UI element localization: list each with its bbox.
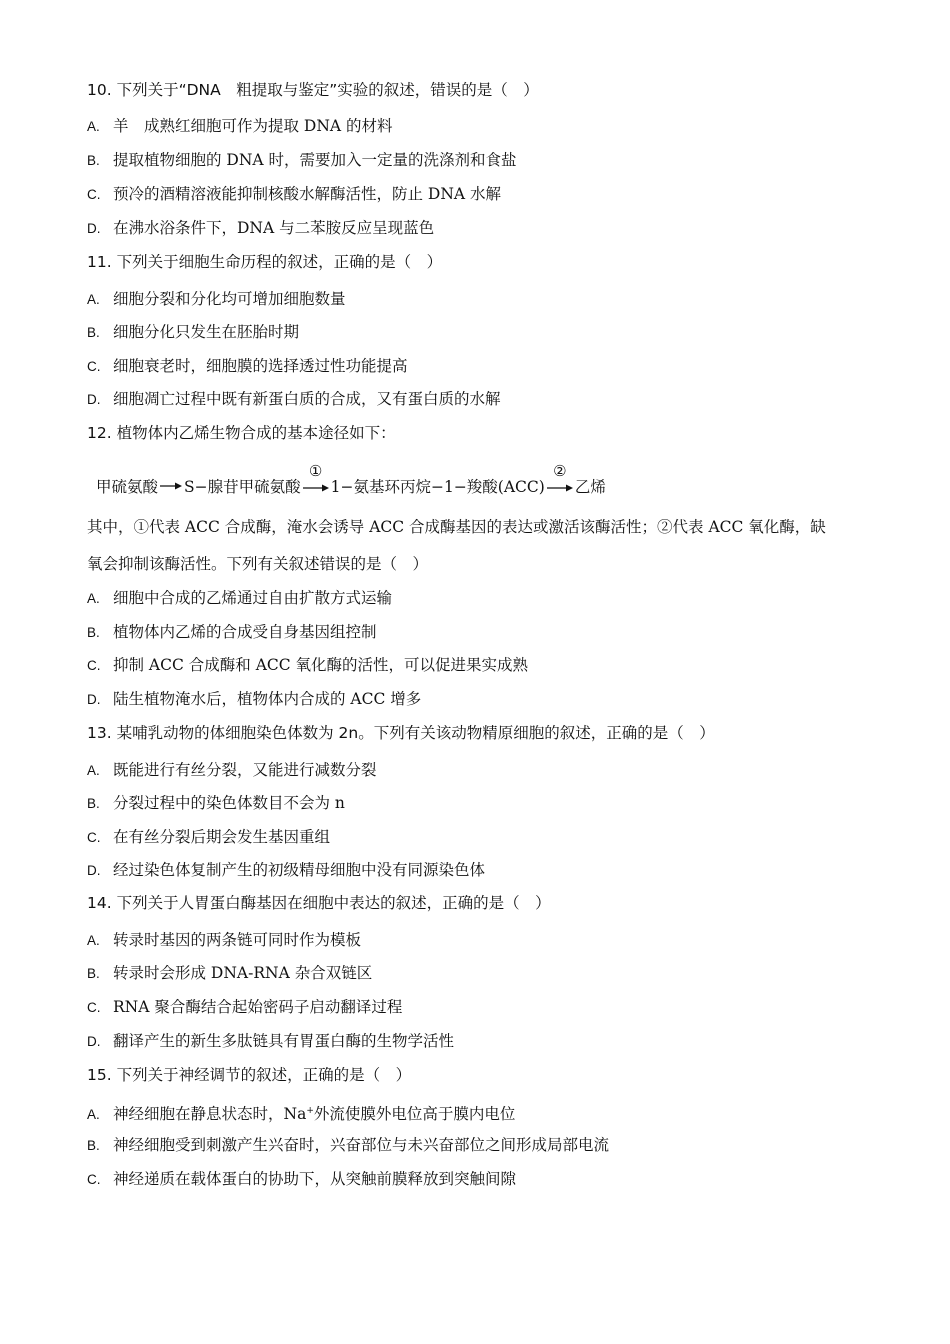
option-text: 抑制 ACC 合成酶和 ACC 氧化酶的活性，可以促进果实成熟 <box>113 656 529 674</box>
pathway-methionine: 甲硫氨酸 <box>96 478 159 496</box>
question-14-option-a <box>87 930 361 951</box>
arrow-enzyme-1 <box>301 462 331 496</box>
option-letter: A. <box>87 119 100 134</box>
question-12-option-b <box>87 622 377 643</box>
option-letter: B. <box>87 796 100 811</box>
option-text: 转录时会形成 DNA-RNA 杂合双链区 <box>113 964 373 982</box>
option-letter: D. <box>87 392 101 407</box>
option-text: 陆生植物淹水后，植物体内合成的 ACC 增多 <box>113 690 422 708</box>
question-11-option-b <box>87 322 299 343</box>
question-14-stem: 14. 下列关于人胃蛋白酶基因在细胞中表达的叙述，正确的是（ ） <box>87 894 551 912</box>
option-text: 既能进行有丝分裂，又能进行减数分裂 <box>113 761 377 779</box>
question-13-stem: 13. 某哺乳动物的体细胞染色体数为 2n。下列有关该动物精原细胞的叙述，正确的是（ ） <box>87 724 715 742</box>
arrow-enzyme-2 <box>545 462 575 496</box>
enzyme-2-label: ② <box>553 462 567 480</box>
option-text: 经过染色体复制产生的初级精母细胞中没有同源染色体 <box>113 861 486 879</box>
option-text: 细胞凋亡过程中既有新蛋白质的合成，又有蛋白质的水解 <box>113 390 501 408</box>
option-letter: A. <box>87 933 100 948</box>
option-letter: B. <box>87 153 100 168</box>
question-13-option-c <box>87 827 330 848</box>
question-15-option-b <box>87 1135 609 1156</box>
question-15-option-c <box>87 1169 516 1190</box>
option-letter: D. <box>87 221 101 236</box>
question-10-option-c <box>87 184 501 205</box>
question-11-option-a <box>87 289 346 310</box>
option-letter: C. <box>87 658 101 673</box>
option-text: 神经细胞受到刺激产生兴奋时，兴奋部位与未兴奋部位之间形成局部电流 <box>113 1136 610 1154</box>
option-letter: B. <box>87 325 100 340</box>
option-text: 翻译产生的新生多肽链具有胃蛋白酶的生物学活性 <box>113 1032 455 1050</box>
option-text: 在有丝分裂后期会发生基因重组 <box>113 828 331 846</box>
question-12-option-c <box>87 655 528 676</box>
option-letter: C. <box>87 359 101 374</box>
option-text-pre: 神经细胞在静息状态时，Na <box>113 1105 307 1124</box>
ethylene-pathway <box>96 462 606 500</box>
option-text: 分裂过程中的染色体数目不会为 n <box>113 794 345 812</box>
option-letter: B. <box>87 1138 100 1153</box>
question-10-option-b <box>87 150 517 171</box>
question-12-desc-line1: 其中，①代表 ACC 合成酶，淹水会诱导 ACC 合成酶基因的表达或激活该酶活性；②代表 ACC 氧化酶，缺 <box>87 518 826 536</box>
option-text-post: 外流使膜外电位高于膜内电位 <box>313 1105 516 1124</box>
question-13-option-d <box>87 860 485 881</box>
option-text: 植物体内乙烯的合成受自身基因组控制 <box>113 623 377 641</box>
option-text: 细胞分化只发生在胚胎时期 <box>113 323 300 341</box>
question-12-option-d <box>87 689 421 710</box>
option-letter: A. <box>87 1107 100 1123</box>
option-letter: A. <box>87 591 100 606</box>
question-12-option-a <box>87 588 392 609</box>
option-letter: A. <box>87 292 100 307</box>
question-13-option-b <box>87 793 345 814</box>
option-text: 神经递质在载体蛋白的协助下，从突触前膜释放到突触间隙 <box>113 1170 517 1188</box>
question-12-desc-line2: 氧会抑制该酶活性。下列有关叙述错误的是（ ） <box>87 555 429 573</box>
option-text: 转录时基因的两条链可同时作为模板 <box>113 931 362 949</box>
option-text: 羊 成熟红细胞可作为提取 DNA 的材料 <box>113 117 393 135</box>
option-letter: A. <box>87 763 100 778</box>
question-15-option-a <box>87 1101 515 1125</box>
option-letter: C. <box>87 830 101 845</box>
arrow-icon <box>158 476 184 496</box>
pathway-ethylene: 乙烯 <box>574 478 606 496</box>
option-text: 细胞中合成的乙烯通过自由扩散方式运输 <box>113 589 393 607</box>
option-text: 细胞分裂和分化均可增加细胞数量 <box>113 290 346 308</box>
option-text: 在沸水浴条件下，DNA 与二苯胺反应呈现蓝色 <box>113 219 435 237</box>
enzyme-1-label: ① <box>308 462 323 480</box>
question-14-option-b <box>87 963 372 984</box>
option-text: 提取植物细胞的 DNA 时，需要加入一定量的洗涤剂和食盐 <box>113 151 517 169</box>
option-letter: B. <box>87 625 100 640</box>
pathway-sam: S−腺苷甲硫氨酸 <box>184 478 301 496</box>
option-letter: D. <box>87 863 101 878</box>
option-text: RNA 聚合酶结合起始密码子启动翻译过程 <box>113 998 403 1016</box>
option-letter: C. <box>87 187 101 202</box>
option-letter: D. <box>87 1034 101 1049</box>
option-letter: D. <box>87 692 101 707</box>
question-14-option-c <box>87 997 402 1018</box>
question-10-option-d <box>87 218 434 239</box>
option-letter: C. <box>87 1000 101 1015</box>
option-letter: C. <box>87 1172 101 1187</box>
question-15-stem: 15. 下列关于神经调节的叙述，正确的是（ ） <box>87 1066 412 1084</box>
question-13-option-a <box>87 760 377 781</box>
question-10-stem: 10. 下列关于“DNA 粗提取与鉴定”实验的叙述，错误的是（ ） <box>87 81 539 99</box>
pathway-acc: 1−氨基环丙烷−1−羧酸(ACC) <box>330 478 545 496</box>
question-14-option-d <box>87 1031 454 1052</box>
option-text: 细胞衰老时，细胞膜的选择透过性功能提高 <box>113 357 408 375</box>
option-letter: B. <box>87 966 100 981</box>
question-10-option-a <box>87 116 393 137</box>
question-11-option-d <box>87 389 501 410</box>
question-11-option-c <box>87 356 408 377</box>
option-text: 预冷的酒精溶液能抑制核酸水解酶活性，防止 DNA 水解 <box>113 185 502 203</box>
option-text-sup: + <box>306 1106 314 1116</box>
question-12-stem: 12. 植物体内乙烯生物合成的基本途径如下： <box>87 424 396 442</box>
question-11-stem: 11. 下列关于细胞生命历程的叙述，正确的是（ ） <box>87 253 443 271</box>
